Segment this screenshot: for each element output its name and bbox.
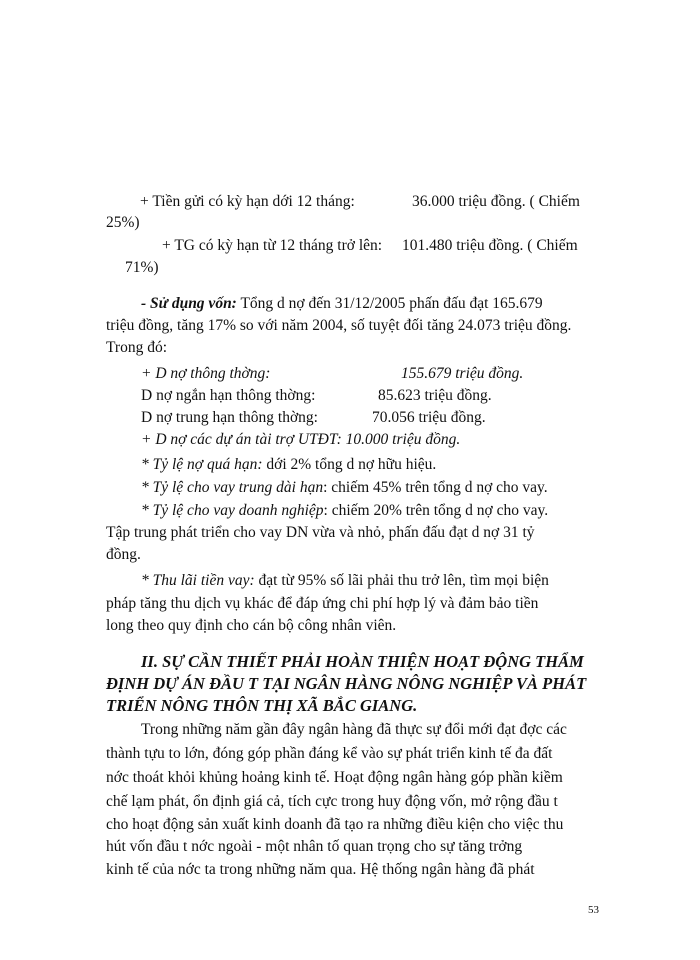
paragraph-line-4: chế lạm phát, ổn định giá cả, tích cực trong huy động vốn, mở rộng đầu t	[106, 793, 558, 810]
deposit-short-term-value: 36.000 triệu đồng. ( Chiếm	[412, 193, 580, 210]
section-heading-line-1: II. SỰ CẦN THIẾT PHẢI HOÀN THIỆN HOẠT ĐỘNG THẨM	[141, 652, 584, 671]
sme-focus-line: Tập trung phát triển cho vay DN vừa và nhỏ, phấn đấu đạt d nợ 31 tỷ	[106, 524, 535, 541]
paragraph-line-6: hút vốn đầu t nớc ngoài - một nhân tố quan trọng cho sự tăng trởng	[106, 838, 523, 855]
loan-short-term-value: 85.623 triệu đồng.	[378, 387, 492, 404]
mid-long-term-ratio-lead: * Tỷ lệ cho vay trung dài hạn	[141, 479, 324, 496]
loan-utdt-projects: + D nợ các dự án tài trợ UTĐT: 10.000 triệu đồng.	[141, 431, 461, 448]
overdue-ratio-lead: * Tỷ lệ nợ quá hạn:	[141, 456, 263, 473]
loan-regular-label: + D nợ thông thờng:	[141, 365, 271, 382]
paragraph-line-7: kinh tế của nớc ta trong những năm qua. Hệ thống ngân hàng đã phát	[106, 861, 535, 878]
loan-short-term-label: D nợ ngắn hạn thông thờng:	[141, 387, 316, 404]
deposit-short-term-share: 25%)	[106, 214, 140, 231]
deposit-long-term-label: + TG có kỳ hạn từ 12 tháng trở lên:	[162, 237, 383, 254]
interest-income-line	[141, 571, 549, 591]
loan-regular-value: 155.679 triệu đồng.	[401, 365, 524, 382]
deposit-short-term-label: + Tiền gửi có kỳ hạn dới 12 tháng:	[140, 193, 355, 210]
in-which-label: Trong đó:	[106, 339, 168, 356]
paragraph-line-1: Trong những năm gần đây ngân hàng đã thực sự đổi mới đạt đợc các	[141, 721, 567, 738]
interest-income-lead: * Thu lãi tiền vay:	[141, 572, 255, 589]
enterprise-ratio-rest: : chiếm 20% trên tổng d nợ cho vay.	[323, 502, 549, 519]
enterprise-ratio-lead: * Tỷ lệ cho vay doanh nghiệp	[141, 502, 324, 519]
use-of-capital-line-2: triệu đồng, tăng 17% so với năm 2004, số tuyệt đối tăng 24.073 triệu đồng.	[106, 317, 572, 334]
paragraph-line-2: thành tựu to lớn, đóng góp phần đáng kể vào sự phát triển kinh tế đa đất	[106, 745, 553, 762]
loan-mid-term-value: 70.056 triệu đồng.	[372, 409, 486, 426]
use-of-capital-lead: - Sử dụng vốn:	[141, 295, 237, 312]
paragraph-line-3: nớc thoát khỏi khủng hoảng kinh tế. Hoạt động ngân hàng góp phần kiềm	[106, 769, 563, 786]
use-of-capital-line	[141, 294, 543, 314]
mid-long-term-ratio-rest: : chiếm 45% trên tổng d nợ cho vay.	[323, 479, 548, 496]
overdue-ratio-line	[141, 455, 436, 475]
paragraph-line-5: cho hoạt động sản xuất kinh doanh đã tạo ra những điều kiện cho việc thu	[106, 816, 564, 833]
overdue-ratio-rest: dới 2% tổng d nợ hữu hiệu.	[262, 456, 437, 473]
interest-income-rest: đạt từ 95% số lãi phải thu trở lên, tìm mọi biện	[254, 572, 549, 589]
mid-long-term-ratio-line	[141, 478, 548, 498]
section-heading-line-3: TRIỂN NÔNG THÔN THỊ XÃ BẮC GIANG.	[106, 696, 418, 715]
sme-focus-line-2: đồng.	[106, 546, 141, 563]
use-of-capital-rest: Tổng d nợ đến 31/12/2005 phấn đấu đạt 165.679	[236, 295, 543, 312]
deposit-long-term-share: 71%)	[125, 259, 159, 276]
interest-income-line-3: long theo quy định cho cán bộ công nhân viên.	[106, 617, 397, 634]
deposit-long-term-value: 101.480 triệu đồng. ( Chiếm	[402, 237, 578, 254]
enterprise-ratio-line	[141, 501, 548, 521]
interest-income-line-2: pháp tăng thu dịch vụ khác để đáp ứng chi phí hợp lý và đảm bảo tiền	[106, 595, 539, 612]
section-heading-line-2: ĐỊNH DỰ ÁN ĐẦU T TẠI NGÂN HÀNG NÔNG NGHIỆP VÀ PHÁT	[106, 674, 587, 693]
loan-mid-term-label: D nợ trung hạn thông thờng:	[141, 409, 318, 426]
page-number: 53	[588, 904, 599, 916]
